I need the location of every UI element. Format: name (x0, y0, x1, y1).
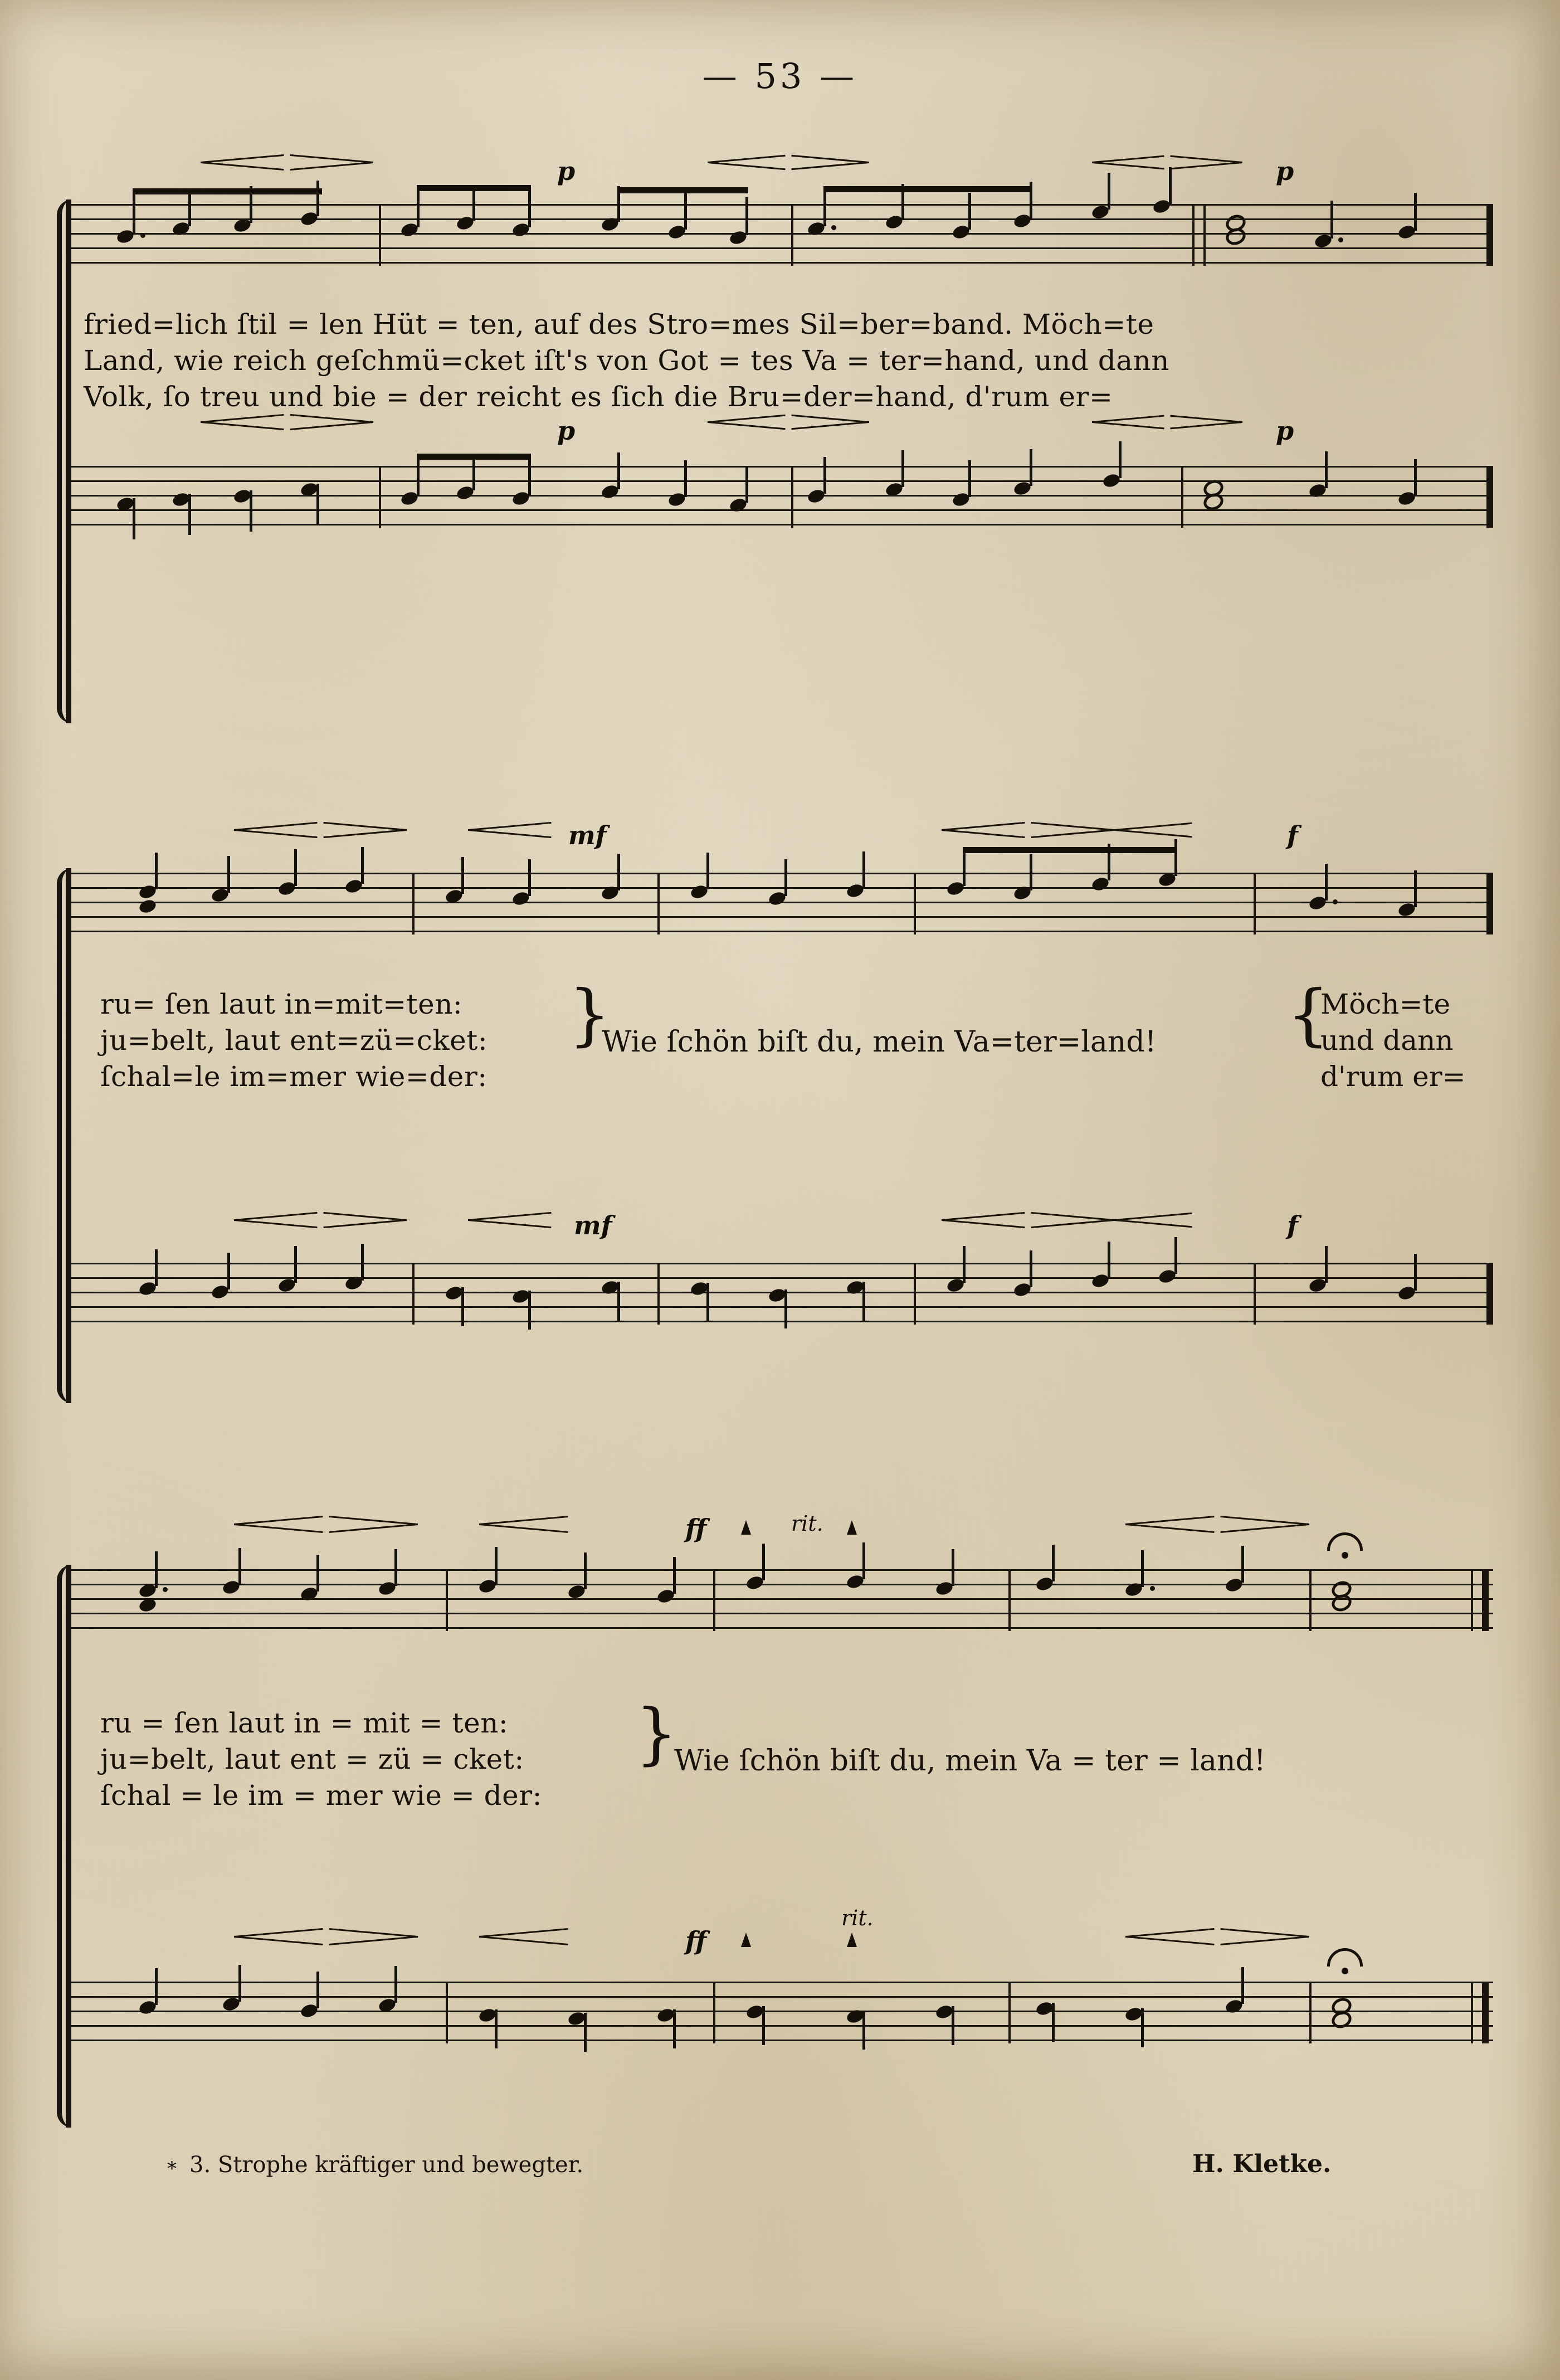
dynamic-f: f (1287, 820, 1298, 850)
crescendo-hairpin (1114, 824, 1192, 836)
diminuendo-hairpin (329, 1930, 418, 1943)
diminuendo-hairpin (290, 156, 373, 168)
crescendo-hairpin (234, 1930, 323, 1943)
lyric-line: ru= ſen laut in=mit=ten: (100, 988, 463, 1020)
crescendo-hairpin (942, 824, 1025, 836)
diminuendo-hairpin (1220, 1930, 1309, 1943)
lyrics-block-1 (84, 306, 1488, 415)
accent-mark (847, 1933, 857, 1947)
side-column-text (1320, 986, 1466, 1095)
tempo-rit: rit. (841, 1906, 874, 1930)
footnote-asterisk: * (167, 2158, 177, 2180)
crescendo-hairpin (708, 416, 786, 428)
music-system-2 (67, 820, 1493, 1240)
crescendo-hairpin (479, 1518, 568, 1530)
crescendo-hairpin (234, 1214, 318, 1226)
staff-lower-2 (67, 1210, 1493, 1337)
crescendo-hairpin (708, 156, 786, 168)
page-number: — 53 — (702, 56, 858, 96)
staff-lines (67, 466, 1493, 526)
crescendo-hairpin (201, 416, 284, 428)
side-col-line: d'rum er= (1320, 1060, 1466, 1093)
diminuendo-hairpin (1170, 416, 1242, 428)
crescendo-hairpin (234, 1518, 323, 1530)
dynamic-p: p (557, 156, 576, 186)
lyric-line: ſchal=le im=mer wie=der: (100, 1060, 488, 1093)
staff-lower-3 (67, 1906, 1493, 2056)
lyric-brace-right: } (635, 1695, 678, 1773)
composer-credit: H. Kletke. (1192, 2150, 1332, 2178)
crescendo-hairpin (1092, 156, 1164, 168)
staff-upper-2 (67, 820, 1493, 947)
side-col-line: Möch=te (1320, 988, 1451, 1020)
staff-lower-1 (67, 416, 1493, 541)
dynamic-ff: ff (685, 1926, 707, 1956)
diminuendo-hairpin (1220, 1518, 1309, 1530)
crescendo-hairpin (1125, 1930, 1215, 1943)
crescendo-hairpin (201, 156, 284, 168)
crescendo-hairpin (479, 1930, 568, 1943)
crescendo-hairpin (1125, 1518, 1215, 1530)
tempo-rit: rit. (791, 1511, 823, 1536)
diminuendo-hairpin (290, 416, 373, 428)
lyric-line: ſchal = le im = mer wie = der: (100, 1779, 542, 1812)
dynamic-p: p (1276, 156, 1294, 186)
diminuendo-hairpin (791, 156, 869, 168)
diminuendo-hairpin (791, 416, 869, 428)
dynamic-ff: ff (685, 1513, 707, 1544)
side-col-line: und dann (1320, 1024, 1454, 1057)
crescendo-hairpin (1114, 1214, 1192, 1226)
diminuendo-hairpin (1170, 156, 1242, 168)
lyric-line: Volk, ſo treu und bie = der reicht es ſich die Bru=der=hand, d'rum er= (84, 381, 1113, 413)
staff-lines (67, 1982, 1493, 2042)
staff-upper-1 (67, 156, 1493, 279)
lyric-line: ru = ſen laut in = mit = ten: (100, 1707, 509, 1739)
crescendo-hairpin (468, 1214, 552, 1226)
crescendo-hairpin (942, 1214, 1025, 1226)
diminuendo-hairpin (1031, 1214, 1114, 1226)
lyric-line: Land, wie reich geſchmü=cket iſt's von Got = tes Va = ter=hand, und dann (84, 344, 1169, 377)
lyric-line: fried=lich ſtil = len Hüt = ten, auf des Stro=mes Sil=ber=band. Möch=te (84, 308, 1154, 340)
dynamic-mf: mf (568, 820, 607, 850)
crescendo-hairpin (468, 824, 552, 836)
dynamic-p: p (557, 416, 576, 446)
music-system-1 (67, 156, 1493, 446)
refrain-text: Wie ſchön biſt du, mein Va=ter=land! (602, 1025, 1157, 1059)
lyric-brace-left: { (1287, 976, 1330, 1054)
dynamic-p: p (1276, 416, 1294, 446)
footnote-text: 3. Strophe kräftiger und bewegter. (189, 2152, 584, 2178)
crescendo-hairpin (234, 824, 318, 836)
lyric-line: ju=belt, laut ent = zü = cket: (100, 1743, 524, 1775)
accent-mark (741, 1933, 751, 1947)
staff-lines (67, 1569, 1493, 1629)
fermata-mark (1327, 1532, 1363, 1551)
music-system-3 (67, 1511, 1493, 1956)
diminuendo-hairpin (323, 1214, 407, 1226)
lyric-brace-right: } (568, 976, 611, 1054)
fermata-mark (1327, 1948, 1363, 1967)
staff-upper-3 (67, 1511, 1493, 1644)
accent-mark (847, 1520, 857, 1535)
diminuendo-hairpin (329, 1518, 418, 1530)
lyric-line: ju=belt, laut ent=zü=cket: (100, 1024, 488, 1057)
accent-mark (741, 1520, 751, 1535)
staff-lines (67, 204, 1493, 264)
dynamic-mf: mf (574, 1210, 612, 1240)
crescendo-hairpin (1092, 416, 1164, 428)
diminuendo-hairpin (323, 824, 407, 836)
refrain-text: Wie ſchön biſt du, mein Va = ter = land! (674, 1744, 1266, 1778)
diminuendo-hairpin (1031, 824, 1114, 836)
dynamic-f: f (1287, 1210, 1298, 1240)
